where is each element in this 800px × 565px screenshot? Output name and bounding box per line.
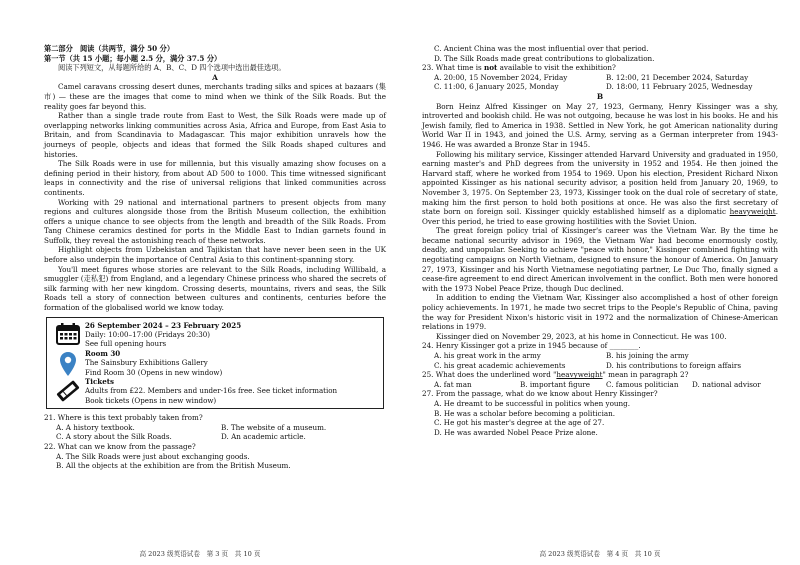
passage-a [44,82,386,312]
exhibition-dates: 26 September 2024 – 23 February 2025 [85,320,242,330]
question-25-options [422,380,778,390]
question-21: 21. Where is this text probably taken from? [44,413,203,423]
page-footer: 高 2023 级英语试卷 第 4 页 共 10 页 [539,550,661,558]
instruction: 阅读下列短文，从每题所给的 A、B、C、D 四个选项中选出最佳选项。 [58,63,286,73]
paragraph: You'll meet figures whose stories are relevant to the Silk Roads, including Willibald, a smuggler (走私犯) from England, and a legendary Chinese princess who shared the secrets of silk farming with her new kingdom. Crossing deserts, mountains, rivers and seas, the Silk Roads tell a story of connection between cultures and continents, centuries before the formation of the globalised world we know today. [44,264,386,313]
option: B. All the objects at the exhibition are from the British Museum. [56,461,291,471]
daily-hours: Daily: 10:00–17:00 (Fridays 20:30) [85,330,211,340]
option: A. The Silk Roads were just about exchanging goods. [56,451,250,461]
option: A. his great work in the army [434,351,541,360]
question-25 [422,370,778,380]
passage-a-label: A [212,72,218,82]
question-stem: " mean in paragraph 2? [602,370,689,380]
question-24: 24. Henry Kissinger got a prize in 1945 because of ________. [422,341,641,351]
option: C. famous politician [606,379,679,389]
book-tickets-link[interactable]: Book tickets (Opens in new window) [85,395,217,405]
question-23 [422,63,778,73]
paragraph: In addition to ending the Vietnam War, Kissinger also accomplished a host of other foreign policy achievements. In 1971, he made two secret trips to the People's Republic of China, paving the way for President Nixon's historic visit in 1972 and the normalization of Chinese-American relations in 1979. [422,293,778,332]
option: D. The Silk Roads made great contributions to globalization. [434,53,655,63]
find-room-link[interactable]: Find Room 30 (Opens in new window) [85,367,223,377]
question-23-options [422,73,778,92]
question-21-options [44,423,386,442]
option: D. national advisor [692,379,761,389]
paragraph: The Silk Roads were in use for millennia, but this visually amazing show focuses on a defining period in their history, from about AD 500 to 1000. This time witnessed significant leaps in connectivity and the rise of universal religions that linked communities across continents. [44,159,386,197]
option: A. He dreamt to be successful in politics when young. [434,398,631,408]
option: A. fat man [434,379,472,389]
tickets-title: Tickets [85,377,114,387]
paragraph: Following his military service, Kissinger attended Harvard University and graduated in 1950, earning master's and PhD degrees from the university in 1952 and 1954. He then joined the Harvard staff, where he worked from 1954 to 1969. Upon his election, President Richard Nixon appointed Kissinger as his national security advisor, a position held from January 20, 1969, to November 3, 1975. On September 23, 1973, Kissinger took on the dual role of secretary of state, making him the first person to hold both positions at once. He was also the first secretary of state born on foreign soil. Kissinger quickly established himself as a diplomatic heavyweight. Over this period, he tried to ease growing hostilities with the Soviet Union. [422,149,778,226]
subsection-title: 第一节（共 15 小题；每小题 2.5 分，满分 37.5 分） [44,53,222,63]
passage-b [422,102,778,342]
passage-b-label: B [596,91,604,101]
option: C. 11:00, 6 January 2025, Monday [434,82,559,92]
option: A. 20:00, 15 November 2024, Friday [434,72,568,82]
option: C. his great academic achievements [434,360,566,370]
calendar-icon [51,321,85,345]
question-22: 22. What can we know from the passage? [44,442,196,452]
opening-hours-link[interactable]: See full opening hours [85,339,167,349]
option: D. his contributions to foreign affairs [606,360,742,370]
exhibition-info-box [46,317,384,410]
option: B. 12:00, 21 December 2024, Saturday [606,72,749,82]
ticket-price: Adults from £22. Members and under-16s free. See ticket information [85,386,338,396]
question-stem: 23. What time is [422,63,485,73]
option: C. He got his master's degree at the age of 27. [434,418,605,428]
question-24-options [422,351,778,370]
question-stem: available to visit the exhibition? [497,63,616,73]
paragraph: Camel caravans crossing desert dunes, merchants trading silks and spices at bazaars (集市) — these are the images that come to mind when we think of the Silk Roads. But the reality goes far beyond this. [44,82,386,111]
question-stem: 25. What does the underlined word " [422,370,557,380]
option: C. Ancient China was the most influential over that period. [434,44,649,53]
gallery-name: The Sainsbury Exhibitions Gallery [85,358,208,368]
underlined-word: heavyweight [729,207,776,217]
underlined-word: heavyweight [556,370,603,380]
right-page [400,0,800,565]
option: D. An academic article. [221,432,306,442]
paragraph: Highlight objects from Uzbekistan and Tajikistan that have never been seen in the UK before also underpin the importance of Central Asia to this continent-spanning story. [44,245,386,265]
option: B. The website of a museum. [221,422,327,432]
paragraph: Born Heinz Alfred Kissinger on May 27, 1923, Germany, Henry Kissinger was a shy, introverted and bookish child. He was not outgoing, because he was lost in his books. He and his Jewish family, fled to America in 1938. Settled in New York, he got American nationality during World War II in 1943, and joined the U.S. Army, serving as a German interpreter from 1943-1946. He was awarded a Bronze Star in 1945. [422,101,778,149]
option: B. important figure [520,379,591,389]
option: B. He was a scholar before becoming a politician. [434,408,616,418]
ticket-icon [51,377,85,403]
map-pin-icon [51,349,85,377]
question-27: 27. From the passage, what do we know about Henry Kissinger? [422,389,658,399]
option: B. his joining the army [606,351,689,360]
paragraph: Kissinger died on November 29, 2023, at his home in Connecticut. He was 100. [436,331,727,341]
paragraph: Rather than a single trade route from East to West, the Silk Roads were made up of overlapping networks linking communities across Asia, Africa and Europe, from East Asia to Britain, and from Scandinavia to Madagascar. This major exhibition unravels how the journeys of people, objects and ideas that formed the Silk Roads shaped cultures and histories. [44,111,386,159]
paragraph: Working with 29 national and international partners to present objects from many regions and cultures alongside those from the British Museum collection, the exhibition offers a unique chance to see objects from the length and breadth of the Silk Roads. From Tang Chinese ceramics destined for ports in the Middle East to Indian garnets found in Suffolk, they reveal the astonishing reach of these networks. [44,197,386,245]
option: A. A history textbook. [56,422,135,432]
question-emphasis: not [484,63,498,73]
room-title: Room 30 [85,348,121,358]
option: D. He was awarded Nobel Peace Prize alone. [434,427,598,437]
option: C. A story about the Silk Roads. [56,432,172,442]
section-title: 第二部分 阅读（共两节，满分 50 分） [44,44,175,53]
paragraph: The great foreign policy trial of Kissinger's career was the Vietnam War. By the time he became national security advisor in 1969, the Vietnam War had become enormously costly, deadly, and unpopular. Seeking to achieve "peace with honor," Kissinger combined fighting with negotiating campaigns on North Vietnam, designed to ensure the honour of America. On January 27, 1973, Kissinger and his North Vietnamese negotiating partner, Le Duc Tho, finally signed a cease-fire agreement to end direct American involvement in the conflict. Both men were honored with the 1973 Nobel Peace Prize, though Duc declined. [422,226,778,293]
option: D. 18:00, 11 February 2025, Wednesday [606,82,753,92]
page-footer: 高 2023 级英语试卷 第 3 页 共 10 页 [139,550,261,558]
